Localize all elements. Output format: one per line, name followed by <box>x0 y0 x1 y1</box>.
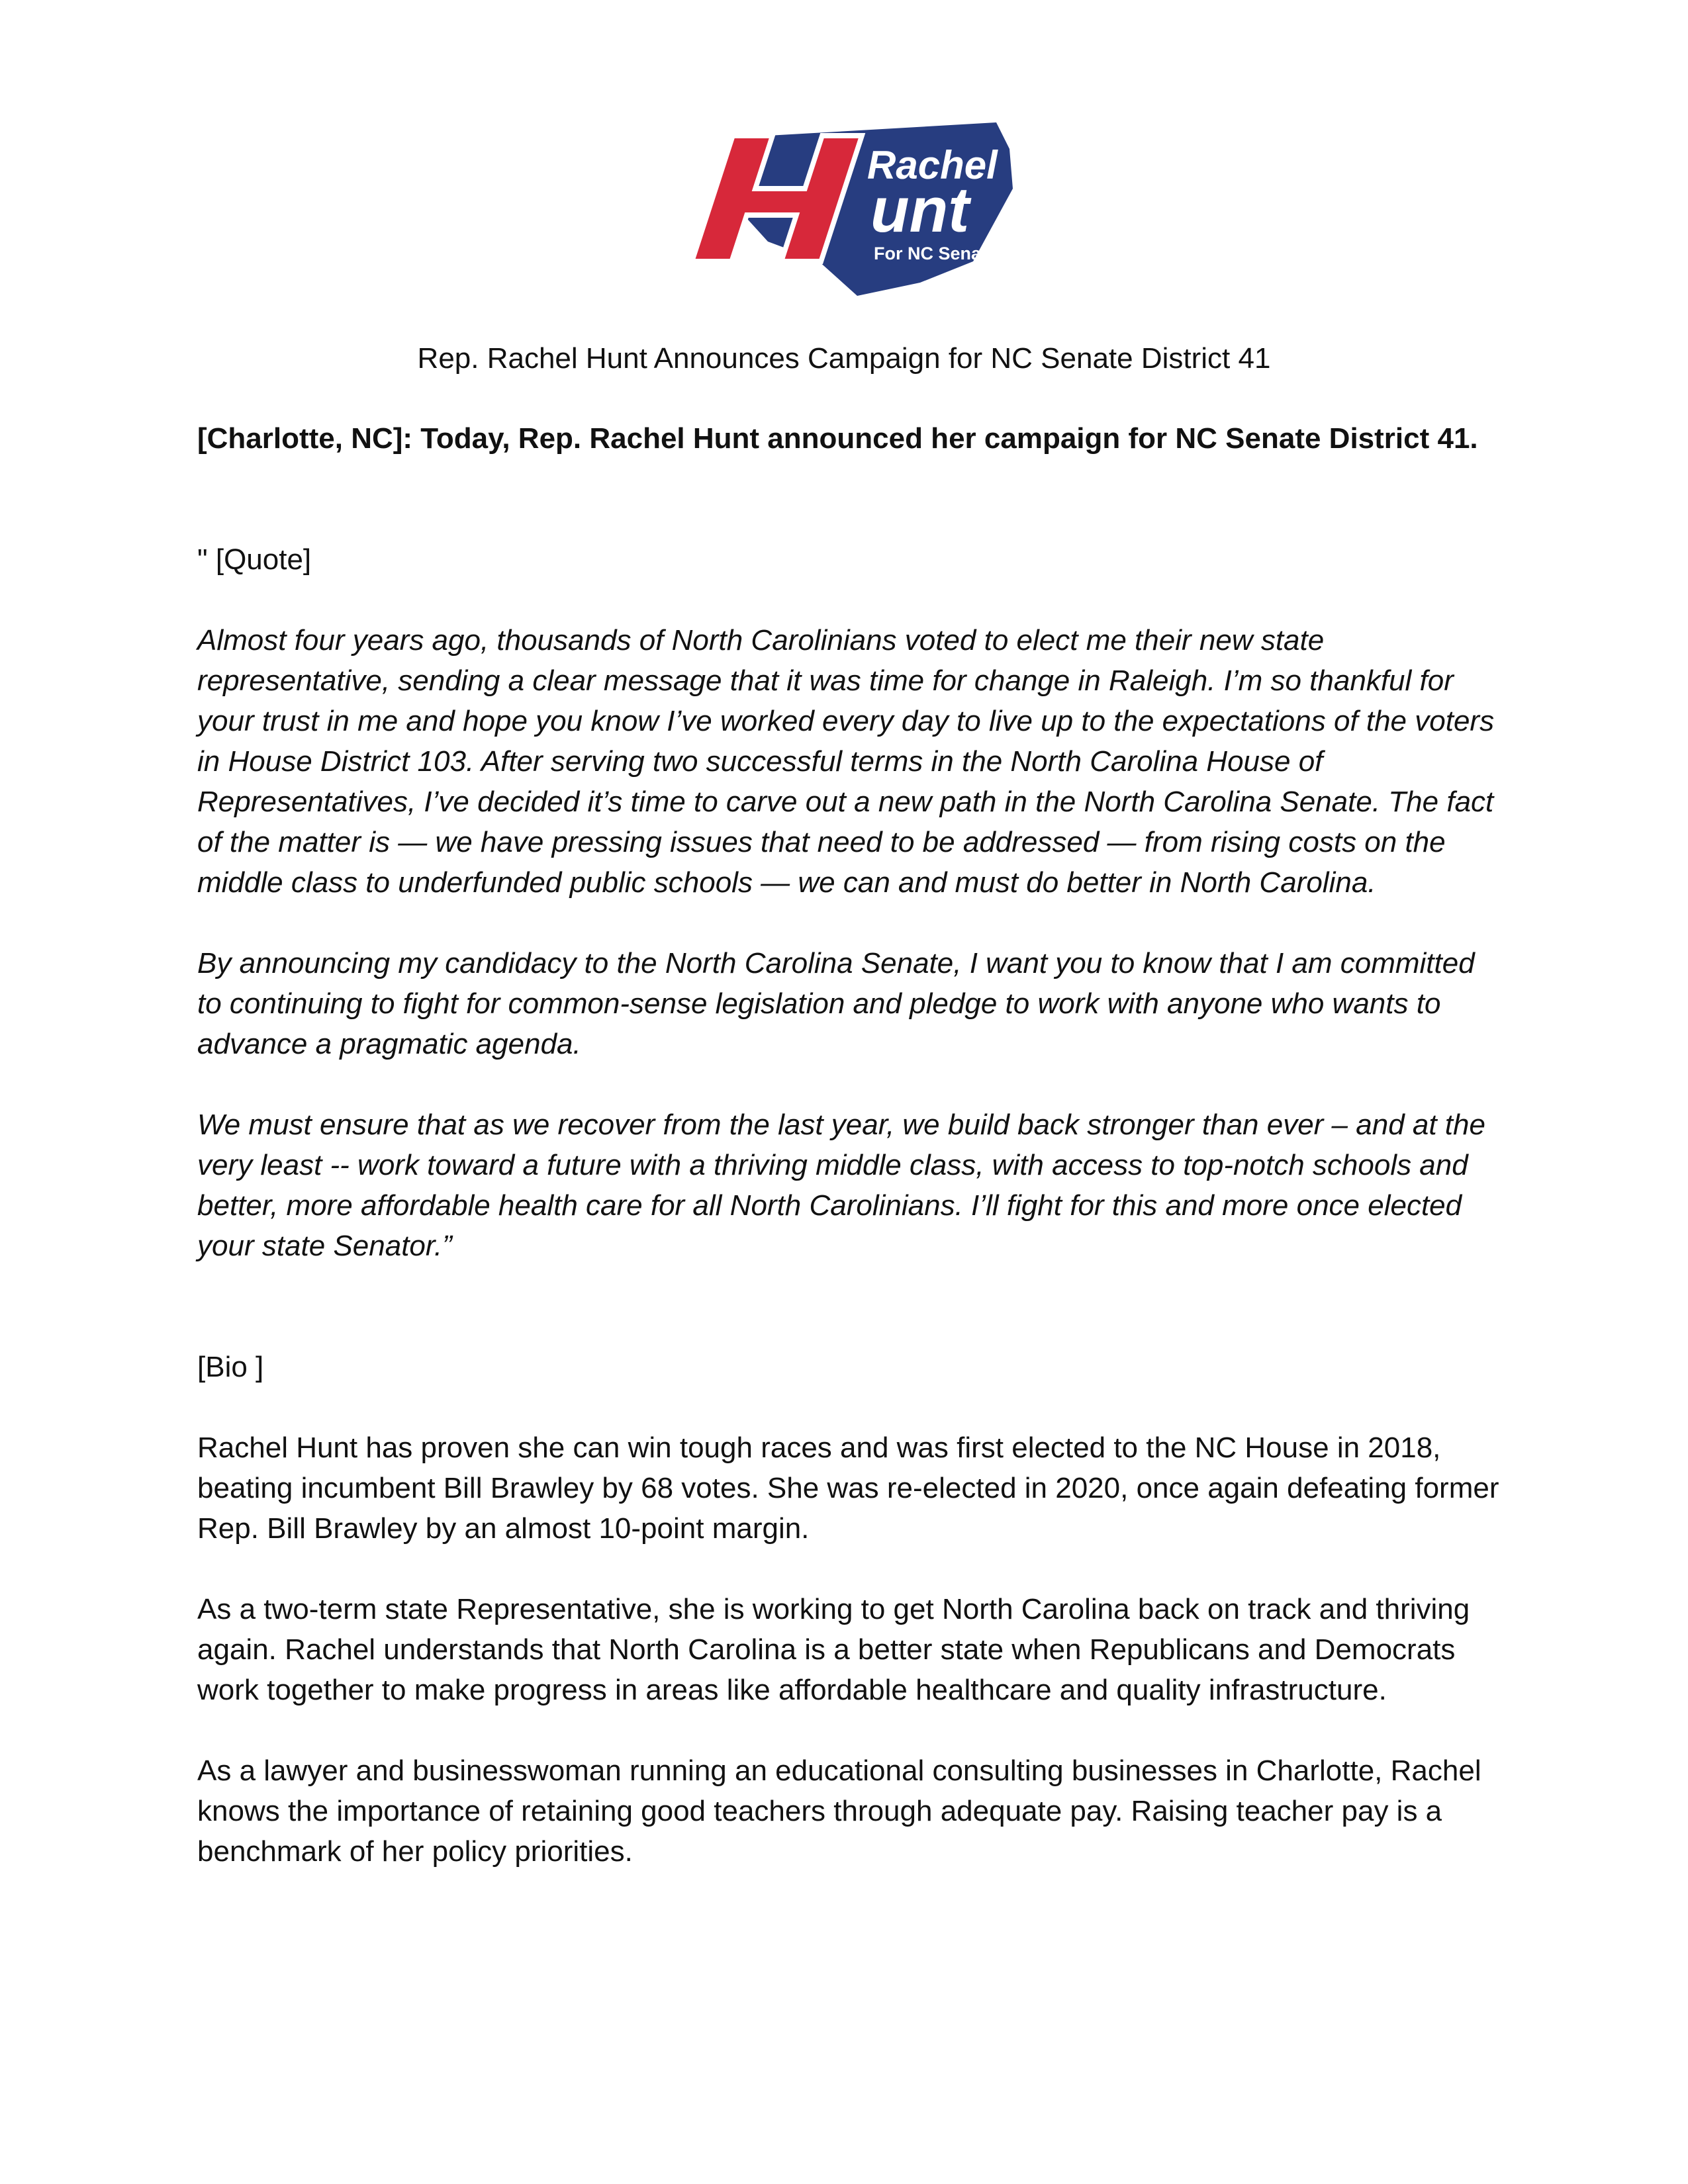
logo-name-rest: unt <box>870 175 970 246</box>
bio-label: [Bio ] <box>197 1351 264 1383</box>
dateline: [Charlotte, NC]: Today, Rep. Rachel Hunt announced her campaign for NC Senate District 41. <box>197 422 1478 455</box>
logo-tagline: For NC Senate <box>874 244 998 263</box>
campaign-logo <box>669 109 1026 301</box>
quote-paragraph: We must ensure that as we recover from the last year, we build back stronger than ever – and at the very least -- work toward a future with a thriving middle class, with access to top-notch schools and better, more affordable health care for all North Carolinians. I’ll fight for this and more once elected your state Senator.” <box>197 1109 1485 1262</box>
bio-paragraph: As a lawyer and businesswoman running an educational consulting businesses in Charlotte, Rachel knows the importance of retaining good teachers through adequate pay. Raising teacher pay is a benchmark of her policy priorities. <box>197 1754 1481 1868</box>
quote-label: " [Quote] <box>197 543 312 576</box>
bio-paragraph: Rachel Hunt has proven she can win tough races and was first elected to the NC House in 2018, beating incumbent Bill Brawley by 68 votes. She was re-elected in 2020, once again defeating former Rep. Bill Brawley by an almost 10-point margin. <box>197 1432 1499 1545</box>
document-body <box>197 539 1501 1872</box>
quote-paragraph: By announcing my candidacy to the North Carolina Senate, I want you to know that I am committed to continuing to fight for common-sense legislation and pledge to work with anyone who wants to advance a pragmatic agenda. <box>197 947 1475 1060</box>
quote-paragraph: Almost four years ago, thousands of North Carolinians voted to elect me their new state representative, sending a clear message that it was time for change in Raleigh. I’m so thankful for your trust in me and hope you know I’ve worked every day to live up to the expectations of the voters in House District 103. After serving two successful terms in the North Carolina House of Representatives, I’ve decided it’s time to carve out a new path in the North Carolina Senate. The fact of the matter is — we have pressing issues that need to be addressed — from rising costs on the middle class to underfunded public schools — we can and must do better in North Carolina. <box>197 624 1495 899</box>
logo-name-top: Rachel <box>867 143 998 187</box>
bio-paragraph: As a two-term state Representative, she is working to get North Carolina back on track and thriving again. Rachel understands that North Carolina is a better state when Republicans and Democrats work together to make progress in areas like affordable healthcare and quality infrastructure. <box>197 1593 1470 1706</box>
document-title: Rep. Rachel Hunt Announces Campaign for NC Senate District 41 <box>417 342 1271 375</box>
